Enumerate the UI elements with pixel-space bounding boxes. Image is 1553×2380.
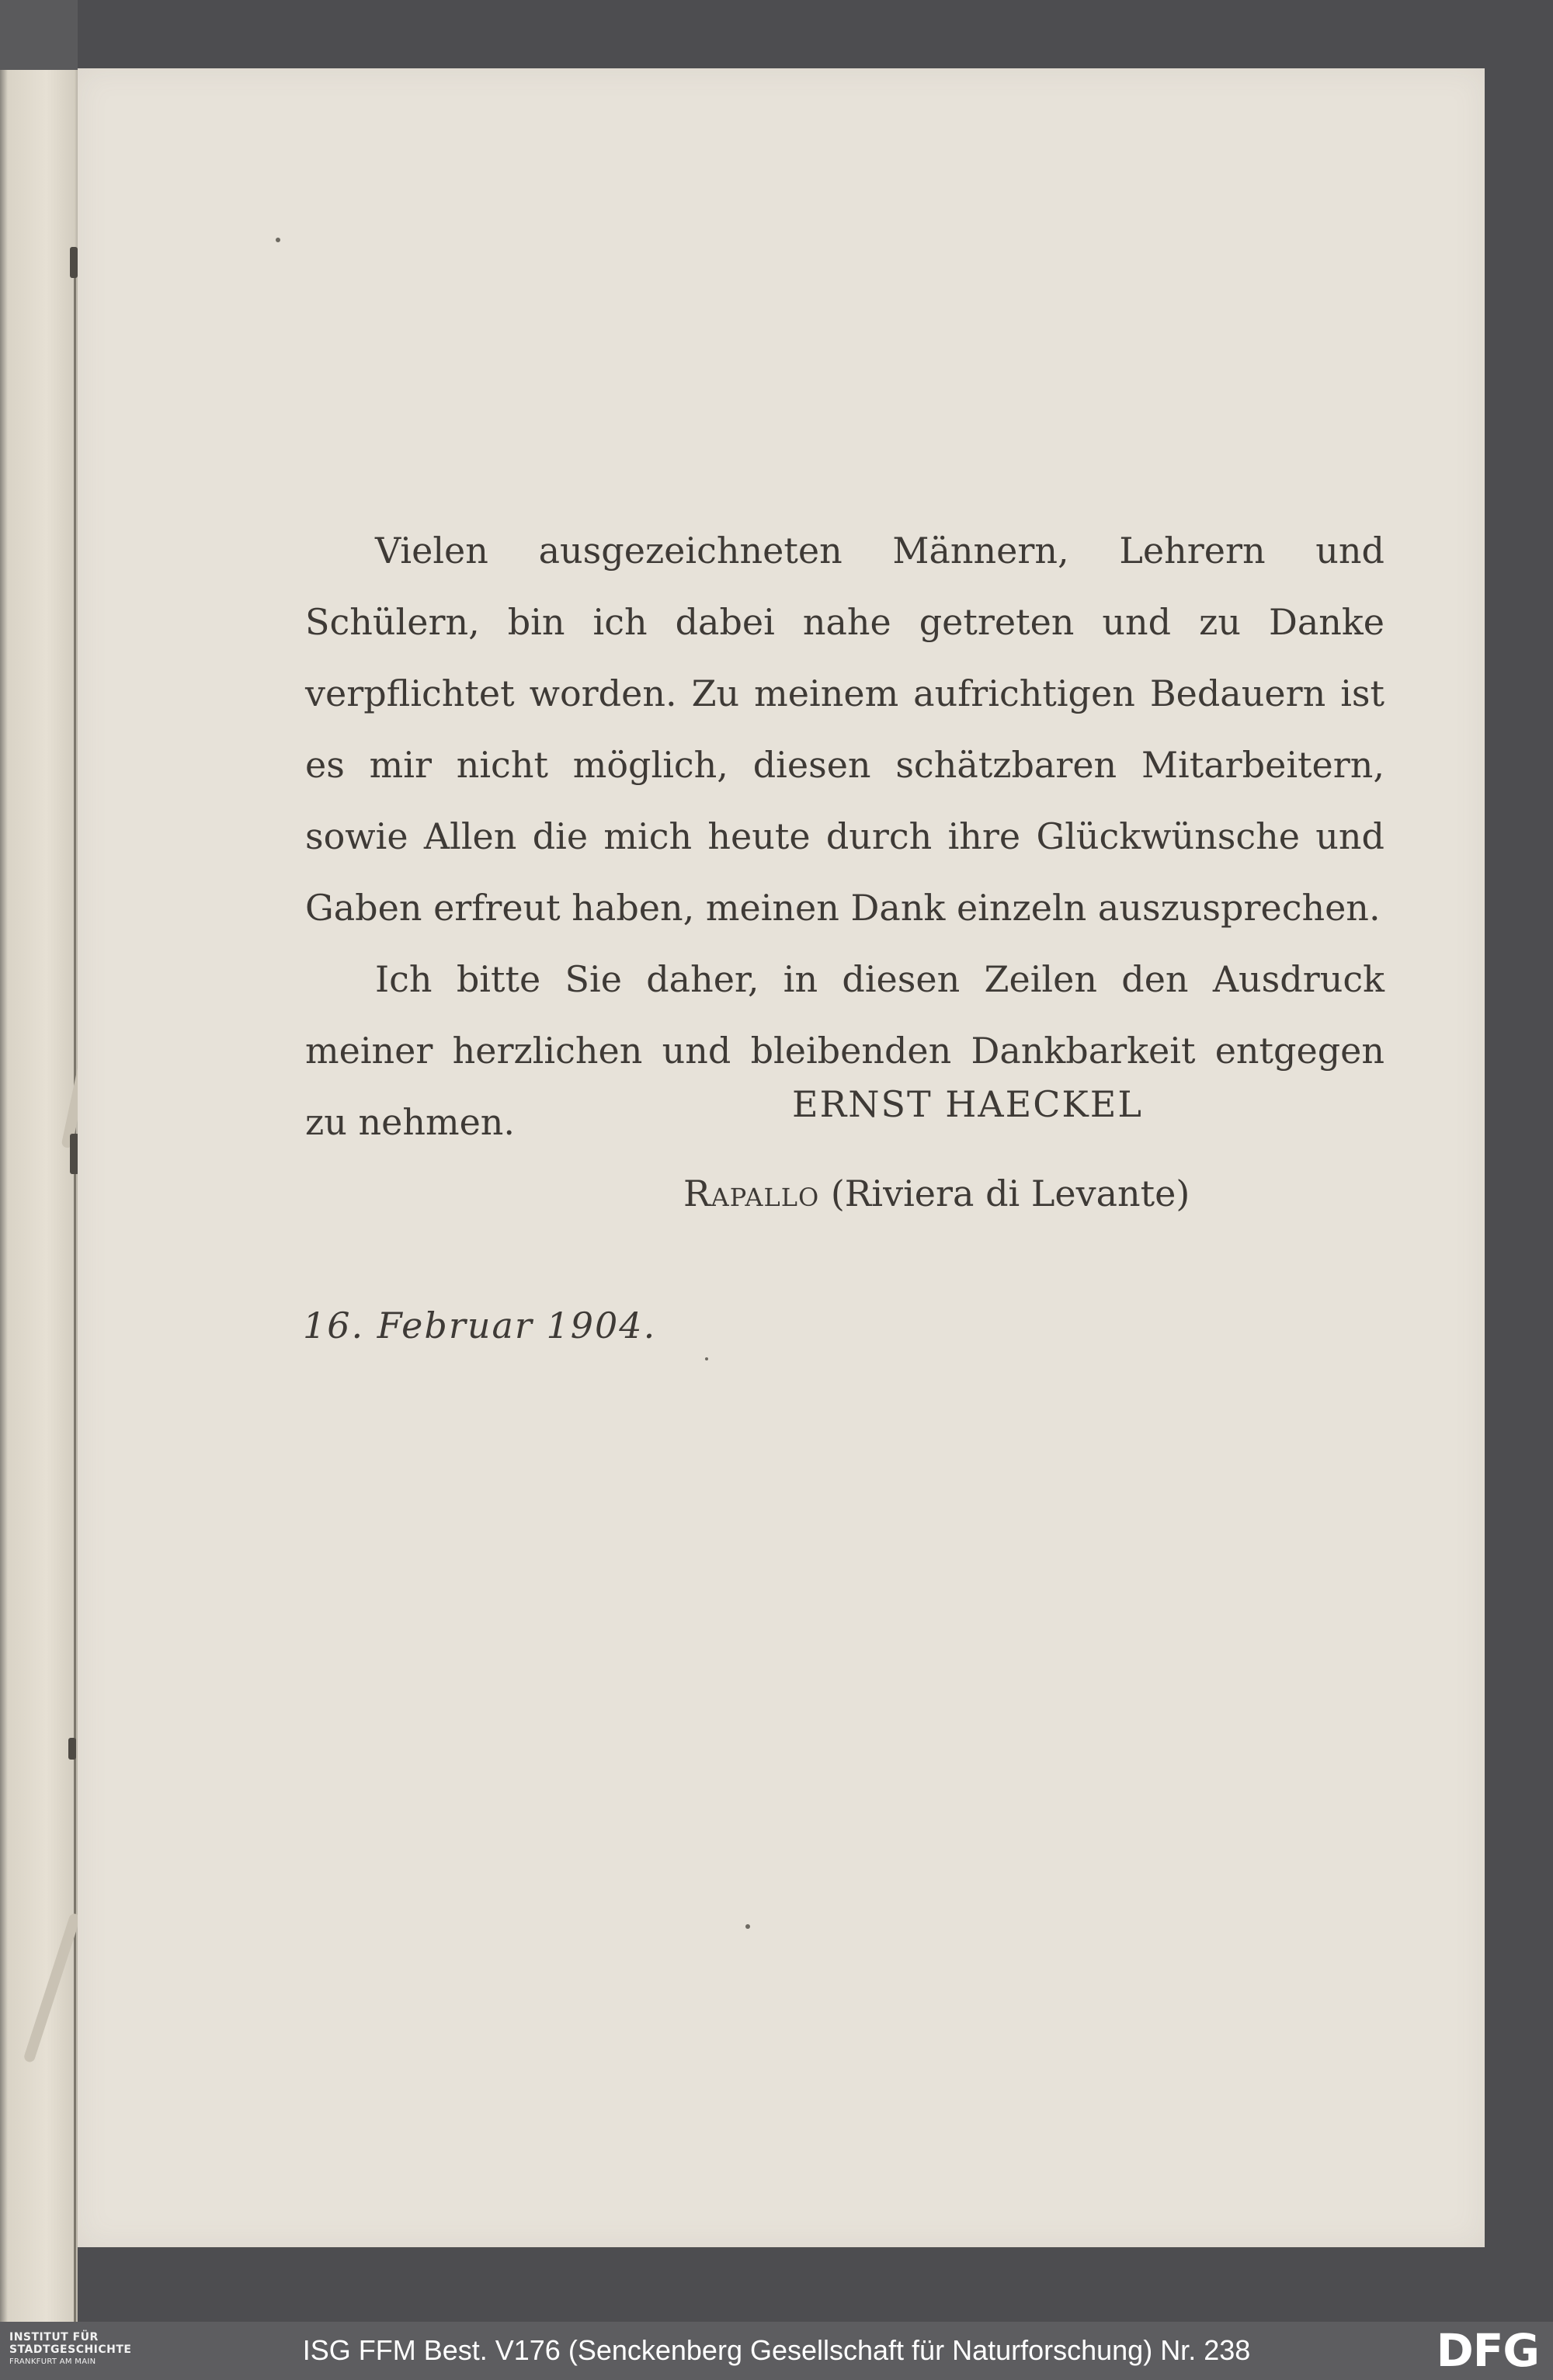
dfg-logo: DFG <box>1436 2324 1539 2377</box>
paragraph-request: Ich bitte Sie daher, in diesen Zeilen den Ausdruck meiner herzlichen und bleibenden Dankbarkeit entgegen zu nehmen. <box>305 958 1384 1143</box>
place-line <box>683 1173 1190 1214</box>
footer-bar <box>0 2322 1553 2380</box>
stitch-line <box>74 248 76 2330</box>
archive-caption: ISG FFM Best. V176 (Senckenberg Gesellschaft für Naturforschung) Nr. 238 <box>302 2334 1251 2366</box>
place-region: (Riviera di Levante) <box>830 1173 1190 1214</box>
institute-logo-line1: INSTITUT FÜR <box>9 2331 99 2344</box>
institute-logo-line2: STADTGESCHICHTE <box>9 2344 132 2356</box>
institute-logo-line3: FRANKFURT AM MAIN <box>9 2357 96 2366</box>
thread-knot-bottom <box>68 1738 76 1760</box>
letter-body <box>305 515 1384 1158</box>
binding-top-shadow <box>0 0 78 70</box>
place-name: Rapallo <box>683 1173 820 1214</box>
binding-edge <box>0 0 78 2322</box>
paper-speck <box>276 238 280 242</box>
paragraph-thanks: Vielen ausgezeichneten Männern, Lehrern und Schülern, bin ich dabei nahe getreten und zu Danke verpflichtet worden. Zu meinem aufrichtigen Bedauern ist es mir nicht möglich, diesen schätzbaren Mitarbeitern, sowie Allen die mich heute durch ihre Glückwünsche und Gaben erfreut haben, meinen Dank einzeln auszusprechen. <box>305 530 1384 929</box>
handwritten-date: 16. Februar 1904. <box>303 1305 657 1346</box>
signature: ERNST HAECKEL <box>792 1083 1143 1125</box>
thread-knot-top <box>70 247 78 278</box>
document-page <box>78 68 1485 2247</box>
paper-speck <box>745 1924 750 1929</box>
paper-speck <box>705 1357 708 1360</box>
